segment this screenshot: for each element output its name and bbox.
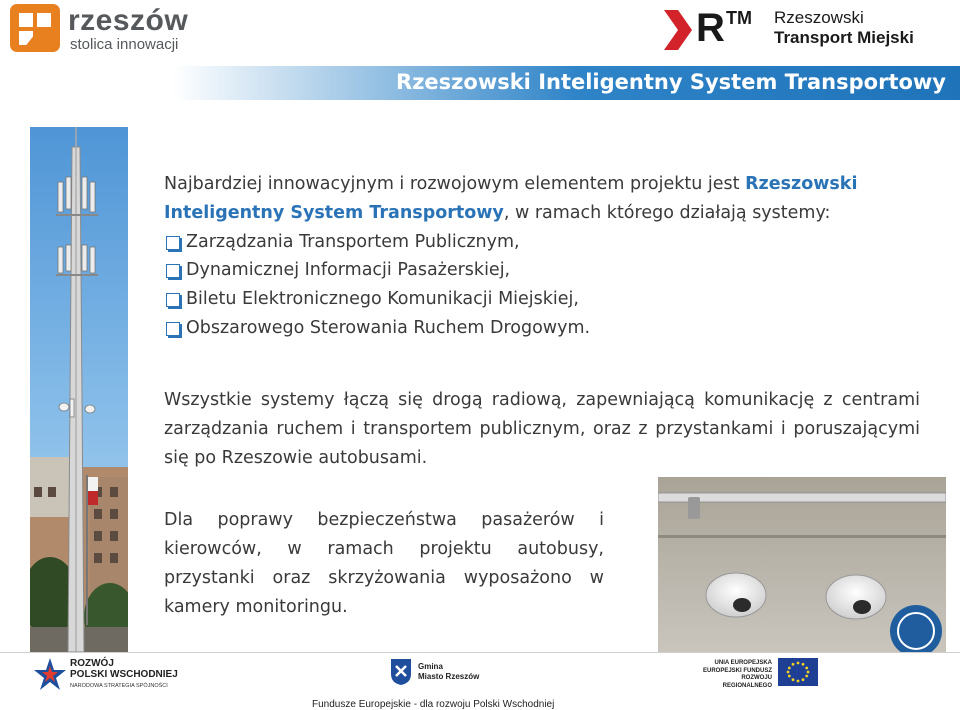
rzeszow-logo-name: rzeszów bbox=[68, 4, 189, 37]
radio-tower-photo bbox=[30, 127, 128, 652]
list-item: Obszarowego Sterowania Ruchem Drogowym. bbox=[164, 314, 949, 343]
rtm-logo-r: R bbox=[696, 6, 725, 50]
safety-paragraph: Dla poprawy bezpieczeństwa pasażerów i kierowców, w ramach projektu autobusy, przystanki oraz skrzyżowania wyposażono w kamery monitoringu. bbox=[164, 510, 604, 617]
intro-paragraph bbox=[164, 170, 949, 228]
list-item: Dynamicznej Informacji Pasażerskiej, bbox=[164, 256, 949, 285]
checkbox-bullet-icon bbox=[166, 293, 180, 307]
bus-cameras-photo bbox=[658, 477, 946, 652]
systems-list bbox=[164, 228, 949, 343]
rzeszow-logo-mark bbox=[10, 4, 62, 54]
eu-text: UNIA EUROPEJSKA EUROPEJSKI FUNDUSZ ROZWOJU REGIONALNEGO bbox=[702, 660, 772, 689]
city-crest-icon bbox=[390, 658, 412, 686]
checkbox-bullet-icon bbox=[166, 322, 180, 336]
fe-logo-subtext: NARODOWA STRATEGIA SPÓJNOŚCI bbox=[70, 683, 168, 689]
page-title: Rzeszowski Inteligentny System Transportowy bbox=[396, 70, 946, 94]
checkbox-bullet-icon bbox=[166, 264, 180, 278]
rtm-logo-tm: TM bbox=[726, 8, 752, 28]
gmina-text: Gmina Miasto Rzeszów bbox=[418, 662, 480, 681]
list-item: Biletu Elektronicznego Komunikacji Miejskiej, bbox=[164, 285, 949, 314]
title-bar bbox=[0, 66, 960, 100]
star-logo-icon bbox=[34, 656, 66, 694]
rtm-chevron-icon bbox=[664, 10, 696, 50]
intro-highlight: Rzeszowski Inteligentny System Transportowy bbox=[164, 174, 858, 223]
rtm-logo-line2: Transport Miejski bbox=[774, 28, 914, 47]
footer-caption: Fundusze Europejskie - dla rozwoju Polski Wschodniej bbox=[312, 699, 555, 710]
intro-section bbox=[164, 170, 949, 343]
systems-paragraph: Wszystkie systemy łączą się drogą radiową, zapewniającą komunikację z centrami zarządzania ruchem i transportem publicznym, oraz z przystankami i poruszającymi się po Rzeszowie autobusami. bbox=[164, 390, 920, 468]
fe-logo-text: ROZWÓJ POLSKI WSCHODNIEJ bbox=[70, 658, 178, 680]
checkbox-bullet-icon bbox=[166, 236, 180, 250]
list-item: Zarządzania Transportem Publicznym, bbox=[164, 228, 949, 257]
rzeszow-logo bbox=[10, 4, 189, 56]
rtm-logo-line1: Rzeszowski bbox=[774, 8, 864, 27]
eu-logo bbox=[700, 658, 820, 692]
rtm-logo bbox=[664, 8, 954, 52]
intro-tail: , w ramach którego działają systemy: bbox=[503, 202, 831, 223]
eu-flag-icon bbox=[778, 658, 818, 686]
rzeszow-logo-tagline: stolica innowacji bbox=[70, 36, 179, 53]
fundusze-europejskie-logo bbox=[34, 656, 184, 696]
gmina-rzeszow-logo bbox=[390, 658, 500, 688]
footer-divider bbox=[0, 652, 960, 653]
intro-lead: Najbardziej innowacyjnym i rozwojowym elementem projektu jest bbox=[164, 174, 740, 194]
